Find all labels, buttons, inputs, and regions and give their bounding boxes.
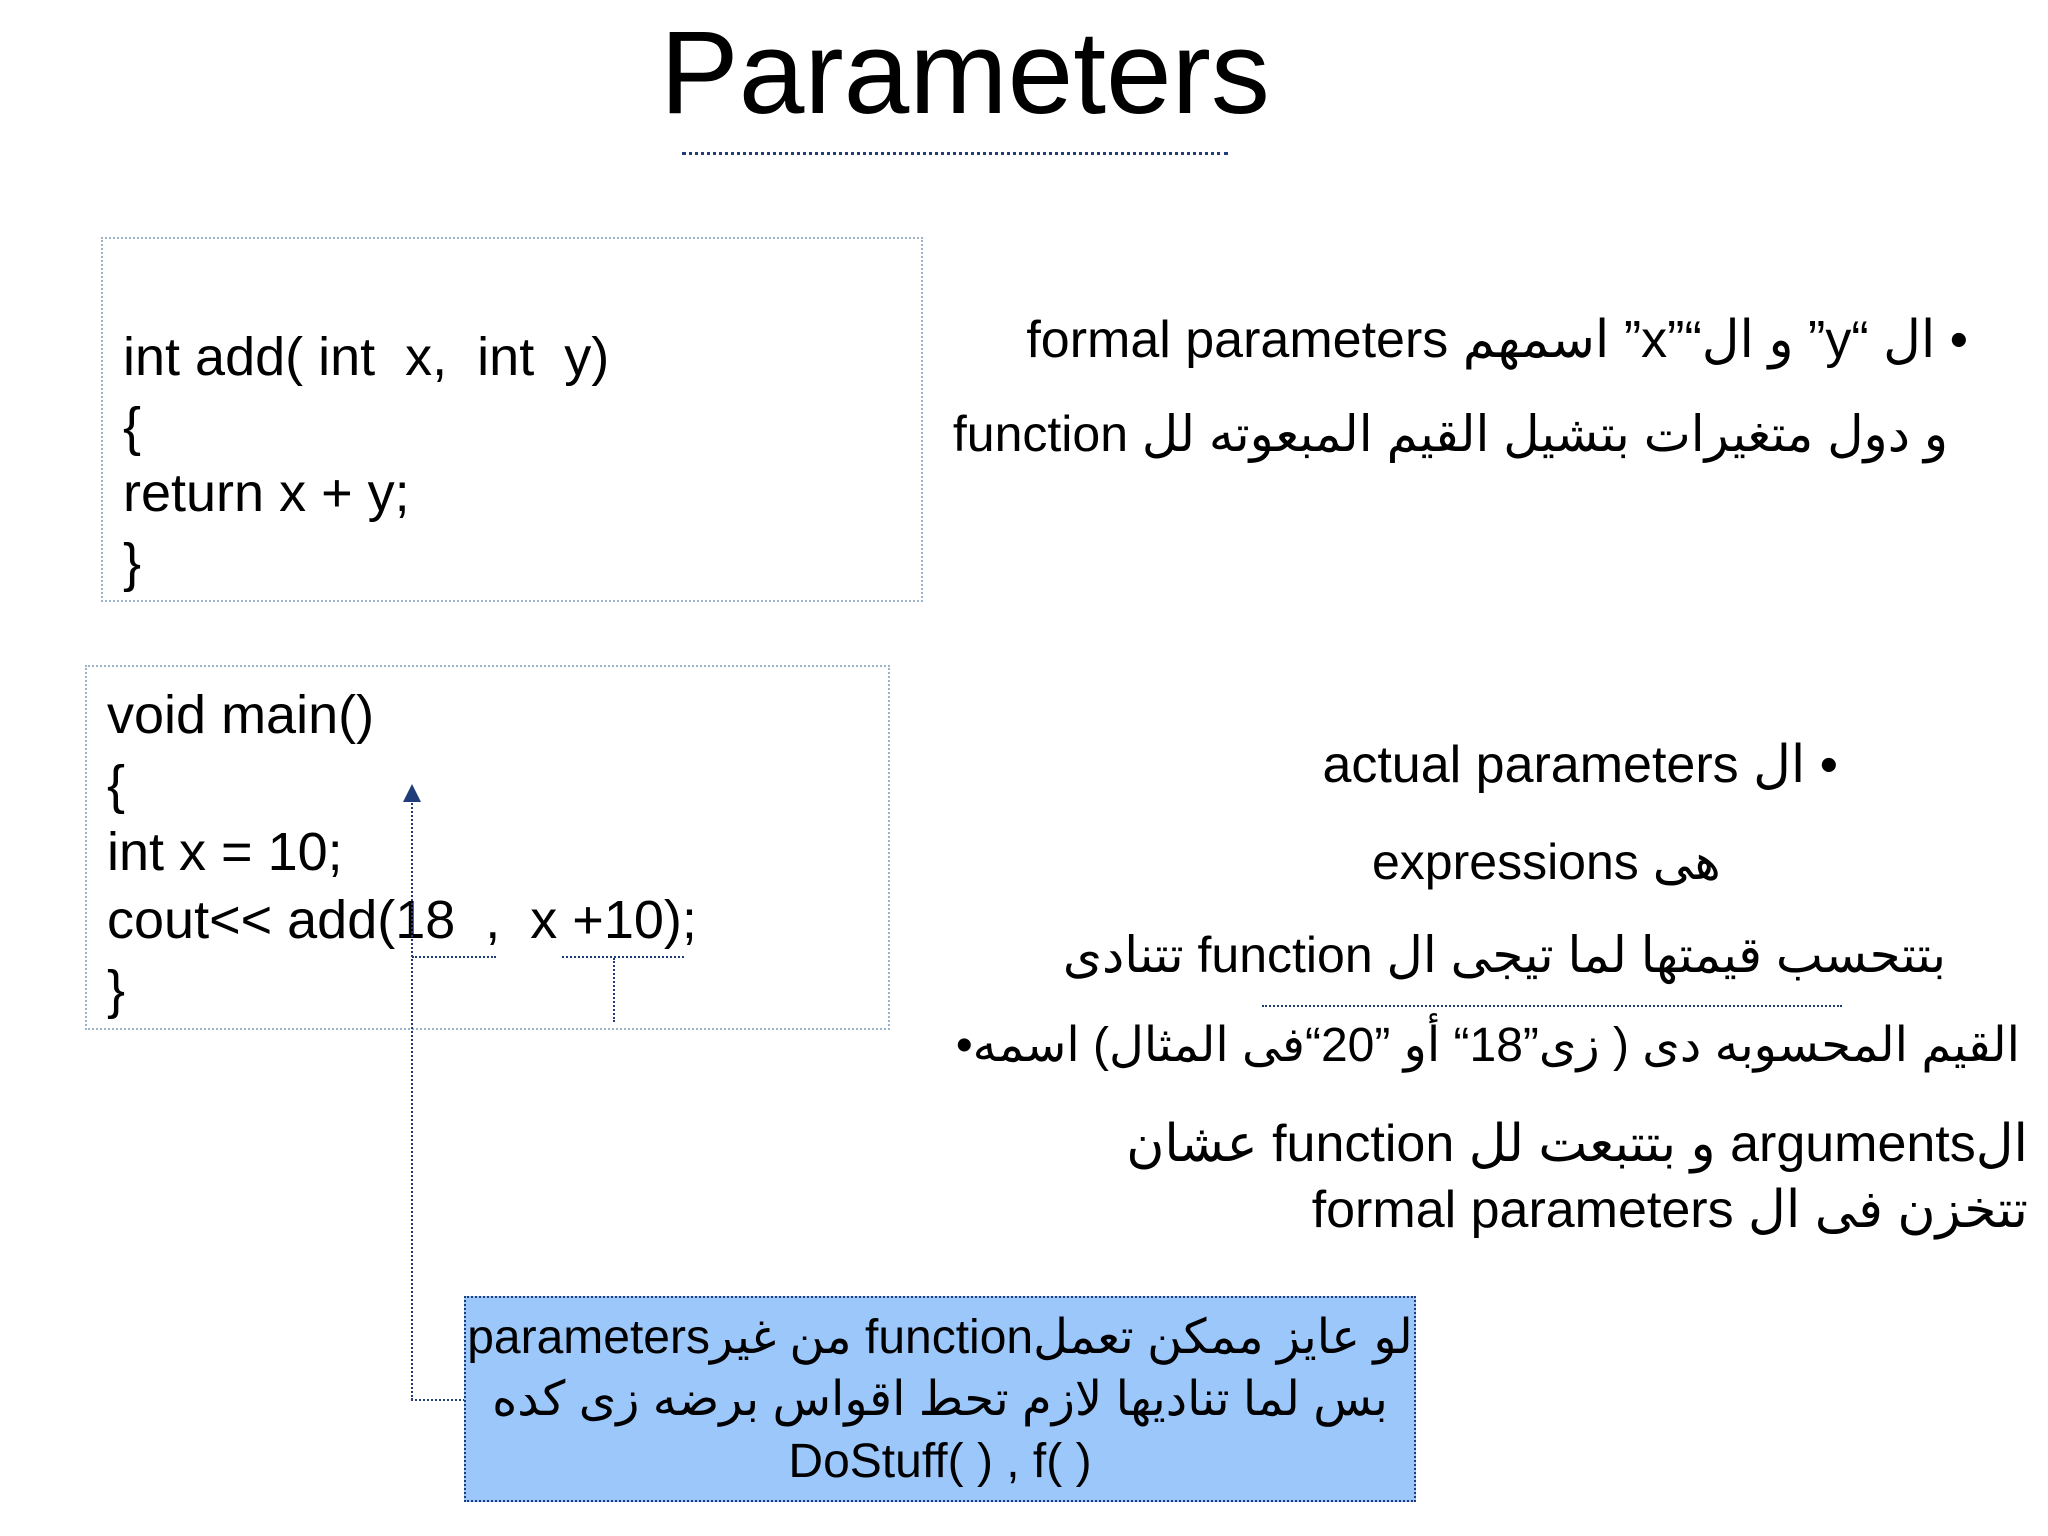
note-line-1: لو عايز ممكن تعملfunction من غيرparameters xyxy=(467,1311,1413,1364)
code-line: int add( int x, int y) xyxy=(123,327,610,387)
title-underline xyxy=(682,152,1228,155)
code-line: void main() xyxy=(107,685,375,745)
formal-parameters-line-1: • ال “y” و ال“”x” اسمهم formal parameters xyxy=(1026,311,1968,369)
actual-parameters-line-3: بتتحسب قيمتها لما تيجى ال function تتنادى xyxy=(1062,927,1946,983)
code-box-add-function xyxy=(101,237,923,602)
formal-parameters-line-2: و دول متغيرات بتشيل القيم المبعوته لل function xyxy=(952,406,1948,462)
code-line: { xyxy=(123,397,142,457)
argument-connector-line xyxy=(613,958,615,1022)
argument-underline-x-plus-10 xyxy=(562,956,684,958)
note-line-2: بس لما تناديها لازم تحط اقواس برضه زى كده xyxy=(492,1373,1388,1426)
actual-parameters-line-2: هى expressions xyxy=(1372,834,1721,890)
code-line: cout<< add(18 , x +10); xyxy=(107,890,697,950)
code-line: return x + y; xyxy=(123,463,410,523)
note-connector-horizontal xyxy=(411,1399,465,1401)
code-line: int x = 10; xyxy=(107,822,343,882)
bullet-icon: • xyxy=(1949,311,1968,369)
note-connector-vertical xyxy=(411,800,413,1400)
code-box-main-function xyxy=(85,665,890,1030)
code-line: } xyxy=(123,533,142,593)
page-title: Parameters xyxy=(660,7,1270,139)
argument-underline-18 xyxy=(412,956,496,958)
bullet-icon: • xyxy=(1819,736,1838,794)
actual-parameters-heading: • ال actual parameters xyxy=(1322,736,1838,794)
note-line-3: DoStuff( ) , f( ) xyxy=(788,1435,1092,1488)
actual-parameters-line-6: تتخزن فى ال formal parameters xyxy=(1311,1181,2028,1239)
actual-parameters-line-4: القيم المحسوبه دى ( زى”18“ أو ”20“فى المثال) اسمه• xyxy=(955,1019,2020,1072)
actual-parameters-line-5: الarguments و بتتبعت لل function عشان xyxy=(1126,1115,2028,1173)
actual-parameters-divider xyxy=(1262,1005,1842,1007)
code-line: { xyxy=(107,755,126,815)
code-line: } xyxy=(107,960,126,1020)
note-box xyxy=(464,1296,1416,1502)
